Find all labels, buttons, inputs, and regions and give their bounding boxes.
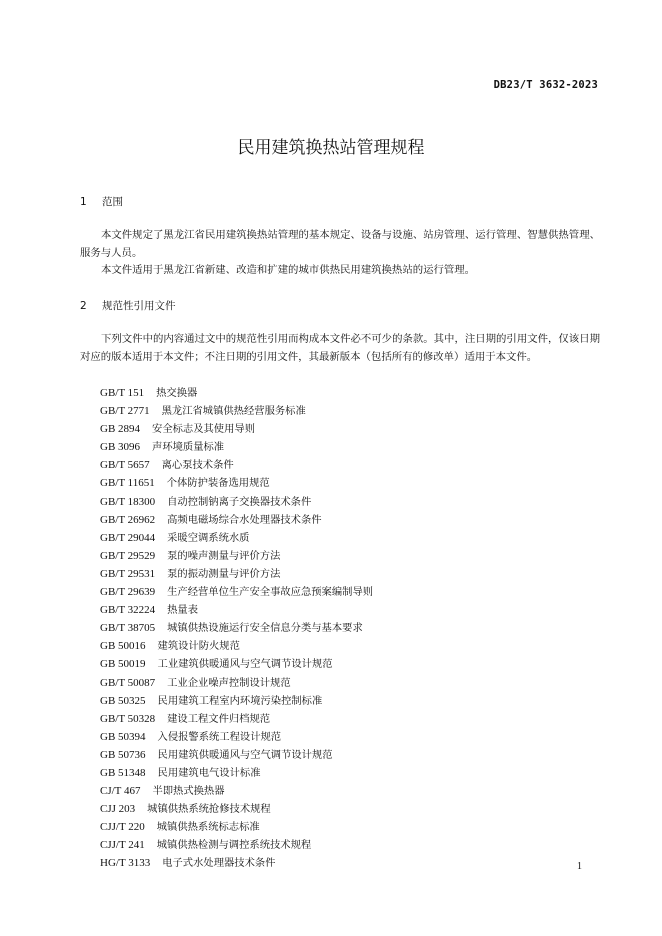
reference-code: CJJ/T 241 [100,839,145,852]
reference-code: GB/T 151 [100,387,145,399]
reference-code: GB/T 29531 [100,567,156,580]
reference-title: 热交换器 [156,387,198,399]
section-number: 2 [80,300,87,312]
reference-title: 城镇供热检测与调控系统技术规程 [156,839,312,852]
section-title: 规范性引用文件 [102,300,176,312]
reference-title: 生产经营单位生产安全事故应急预案编制导则 [167,586,374,599]
reference-code: GB/T 5657 [100,459,150,472]
reference-item [100,746,373,764]
reference-item [100,692,373,710]
reference-title: 采暖空调系统水质 [167,531,250,544]
reference-code: GB 3096 [100,441,141,454]
reference-code: GB 50736 [100,748,146,761]
reference-code: GB/T 29044 [100,531,156,544]
reference-code: GB 50016 [100,640,146,653]
reference-title: 声环境质量标准 [152,441,225,454]
reference-title: 安全标志及其使用导则 [152,423,255,436]
reference-item [100,529,373,547]
reference-code: CJJ/T 220 [100,821,145,834]
reference-code: GB/T 38705 [100,622,156,635]
reference-title: 泵的噪声测量与评价方法 [167,549,281,562]
references-intro-text [80,331,600,366]
reference-title: 民用建筑供暖通风与空气调节设计规范 [157,748,333,761]
reference-title: 离心泵技术条件 [161,459,234,472]
reference-code: CJJ 203 [100,803,136,816]
paragraph: 本文件适用于黑龙江省新建、改造和扩建的城市供热民用建筑换热站的运行管理。 [101,264,476,276]
reference-title: 入侵报警系统工程设计规范 [157,730,282,743]
reference-code: GB 51348 [100,766,146,779]
reference-item [100,637,373,655]
reference-item [100,601,373,619]
reference-code: GB/T 29529 [100,549,156,562]
reference-title: 城镇供热设施运行安全信息分类与基本要求 [167,622,363,635]
reference-title: 个体防护装备选用规范 [166,477,270,490]
reference-title: 热量表 [167,604,198,617]
reference-title: 自动控制钠离子交换器技术条件 [167,495,312,508]
reference-title: 建设工程文件归档规范 [167,712,271,725]
reference-title: 民用建筑电气设计标准 [157,766,261,779]
reference-title: 高频电磁场综合水处理器技术条件 [167,513,322,526]
reference-item [100,474,373,492]
reference-code: GB/T 11651 [100,477,155,490]
reference-item [100,402,373,420]
reference-item [100,565,373,583]
reference-list [100,384,373,873]
section-heading-scope [80,194,123,209]
reference-item [100,782,373,800]
reference-code: GB/T 32224 [100,604,156,617]
reference-item [100,493,373,511]
reference-code: GB/T 50087 [100,676,156,689]
reference-code: GB 50019 [100,658,146,671]
reference-item [100,818,373,836]
document-code: DB23/T 3632-2023 [493,79,598,91]
reference-title: 泵的振动测量与评价方法 [167,567,281,580]
reference-code: GB/T 50328 [100,712,156,725]
reference-title: 电子式水处理器技术条件 [162,857,276,870]
reference-code: GB 50394 [100,730,146,743]
reference-code: CJ/T 467 [100,785,141,798]
reference-item [100,728,373,746]
section-number: 1 [80,196,87,208]
reference-item [100,420,373,438]
reference-item [100,836,373,854]
reference-item [100,674,373,692]
reference-title: 黑龙江省城镇供热经营服务标准 [161,405,306,418]
reference-code: GB 2894 [100,423,141,436]
reference-code: GB 50325 [100,694,146,707]
section-heading-normative-references [80,298,176,313]
reference-code: GB/T 26962 [100,513,156,526]
reference-item [100,854,373,872]
reference-item [100,511,373,529]
reference-code: GB/T 18300 [100,495,156,508]
reference-item [100,384,373,402]
reference-title: 城镇供热系统抢修技术规程 [147,803,271,816]
reference-item [100,583,373,601]
reference-item [100,764,373,782]
reference-title: 民用建筑工程室内环境污染控制标准 [157,694,323,707]
reference-item [100,710,373,728]
reference-code: HG/T 3133 [100,857,151,870]
reference-title: 工业建筑供暖通风与空气调节设计规范 [157,658,333,671]
scope-text [80,227,600,280]
page-number: 1 [577,861,582,872]
reference-title: 建筑设计防火规范 [157,640,240,653]
reference-item [100,438,373,456]
reference-item [100,619,373,637]
reference-code: GB/T 29639 [100,586,156,599]
reference-item [100,655,373,673]
page-title: 民用建筑换热站管理规程 [237,138,425,158]
reference-item [100,547,373,565]
reference-item [100,800,373,818]
reference-item [100,456,373,474]
paragraph: 本文件规定了黑龙江省民用建筑换热站管理的基本规定、设备与设施、站房管理、运行管理、智慧供热管理、服务与人员。 [80,229,600,259]
paragraph: 下列文件中的内容通过文中的规范性引用而构成本文件必不可少的条款。其中，注日期的引用文件，仅该日期对应的版本适用于本文件；不注日期的引用文件，其最新版本（包括所有的修改单）适用于本文件。 [80,333,600,363]
section-title: 范围 [102,196,123,208]
reference-title: 工业企业噪声控制设计规范 [167,676,291,689]
reference-code: GB/T 2771 [100,405,150,418]
reference-title: 城镇供热系统标志标准 [156,821,260,834]
reference-title: 半即热式换热器 [152,785,225,798]
